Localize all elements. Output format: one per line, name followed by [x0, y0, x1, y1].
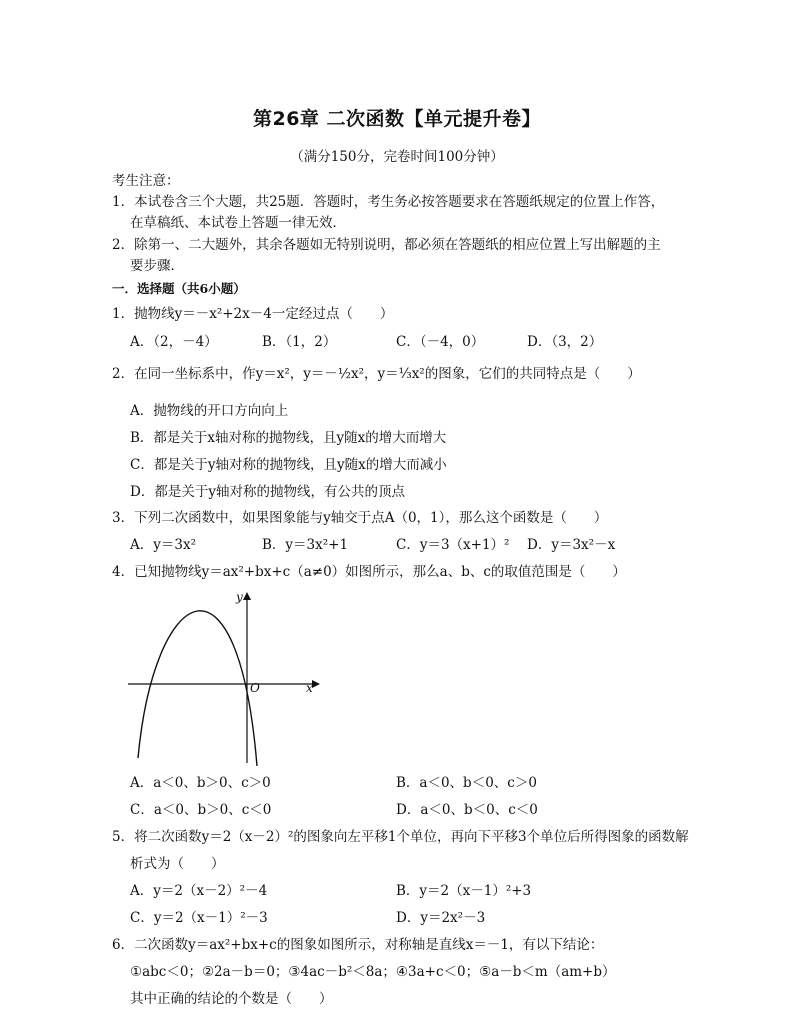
q4-option-d: D．a＜0、b＜0、c＜0 [396, 802, 538, 818]
question-3-stem: 3．下列二次函数中，如果图象能与y轴交于点A（0，1），那么这个函数是（ ） [112, 510, 608, 526]
question-6-conclusions: ①abc＜0；②2a－b＝0；③4ac－b²＜8a；④3a+c＜0；⑤a－b＜m（am+b） [130, 964, 616, 980]
question-2-stem: 2．在同一坐标系中，作y＝x²，y＝－½x²，y＝⅓x²的图象，它们的共同特点是（ ） [112, 366, 641, 382]
x-axis-label: x [306, 681, 313, 695]
q3-option-a: A．y＝3x² [130, 537, 196, 553]
q1-option-d: D．（3，2） [527, 334, 603, 350]
q1-option-b: B．（1，2） [262, 334, 337, 350]
question-5-stem: 5．将二次函数y＝2（x－2）²的图象向左平移1个单位，再向下平移3个单位后所得图象的函数解 [112, 829, 689, 845]
question-6-prompt: 其中正确的结论的个数是（ ） [130, 991, 333, 1007]
q4-option-a: A．a＜0、b＞0、c＞0 [130, 775, 271, 791]
x-axis-arrow-icon [312, 680, 320, 688]
origin-label: O [250, 681, 260, 695]
parabola-curve [138, 611, 257, 766]
q2-option-b: B．都是关于x轴对称的抛物线，且y随x的增大而增大 [130, 430, 447, 446]
page-title: 第26章 二次函数【单元提升卷】 [252, 108, 542, 130]
q2-option-d: D．都是关于y轴对称的抛物线，有公共的顶点 [130, 484, 405, 500]
q1-option-a: A．（2，－4） [130, 334, 218, 350]
parabola-graph [120, 588, 320, 768]
q5-option-c: C．y＝2（x－1）²－3 [130, 910, 268, 926]
question-6-stem: 6．二次函数y＝ax²+bx+c的图象如图所示，对称轴是直线x＝－1，有以下结论： [112, 937, 604, 953]
section-heading: 一．选择题（共6小题） [112, 281, 246, 296]
notice-item-2-cont: 要步骤． [130, 258, 184, 274]
y-axis-arrow-icon [243, 592, 251, 600]
q3-option-c: C．y＝3（x+1）² [396, 537, 510, 553]
q3-option-b: B．y＝3x²+1 [262, 537, 349, 553]
q1-option-c: C．（－4，0） [396, 334, 485, 350]
q4-option-b: B．a＜0、b＜0、c＞0 [396, 775, 537, 791]
q5-option-b: B．y＝2（x－1）²+3 [396, 883, 532, 899]
notice-item-2: 2．除第一、二大题外，其余各题如无特别说明，都必须在答题纸的相应位置上写出解题的主 [112, 237, 661, 253]
notice-heading: 考生注意： [112, 173, 180, 189]
notice-item-1: 1．本试卷含三个大题，共25题．答题时，考生务必按答题要求在答题纸规定的位置上作答， [112, 194, 665, 210]
notice-item-1-cont: 在草稿纸、本试卷上答题一律无效． [130, 215, 346, 231]
question-4-stem: 4．已知抛物线y＝ax²+bx+c（a≠0）如图所示，那么a、b、c的取值范围是（ ） [112, 564, 626, 580]
q3-option-d: D．y＝3x²－x [527, 537, 616, 553]
q5-option-d: D．y＝2x²－3 [396, 910, 486, 926]
question-1-stem: 1．抛物线y＝－x²+2x－4一定经过点（ ） [112, 306, 394, 322]
page-subtitle: （满分150分，完卷时间100分钟） [290, 149, 504, 165]
q2-option-c: C．都是关于y轴对称的抛物线，且y随x的增大而减小 [130, 457, 447, 473]
q2-option-a: A．抛物线的开口方向向上 [130, 403, 289, 419]
y-axis-label: y [236, 590, 243, 604]
q4-option-c: C．a＜0、b＞0、c＜0 [130, 802, 272, 818]
q5-option-a: A．y＝2（x－2）²－4 [130, 883, 268, 899]
question-5-stem-cont: 析式为（ ） [130, 856, 225, 872]
